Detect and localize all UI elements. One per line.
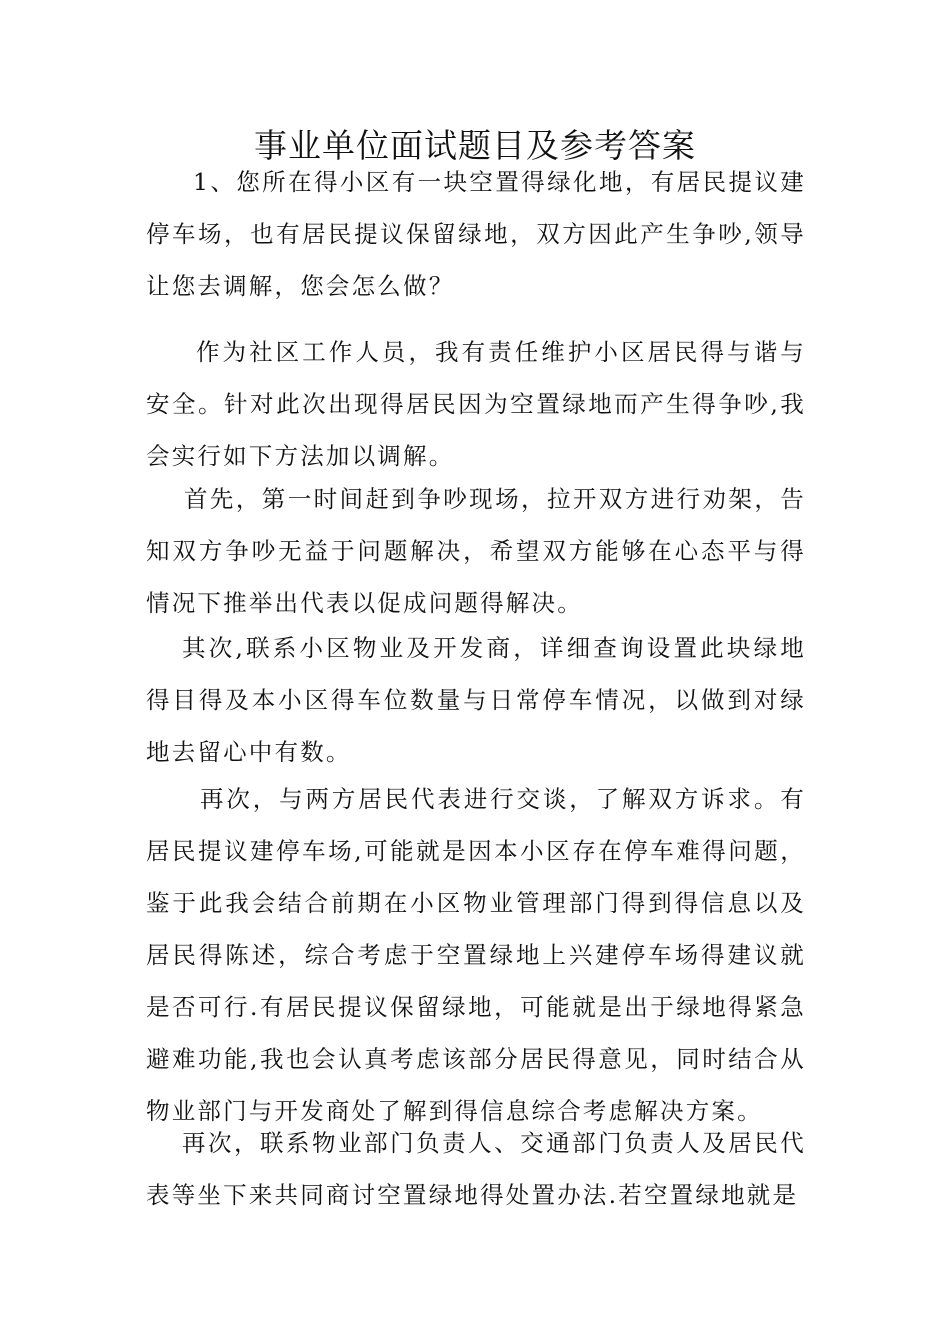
- document-title: 事业单位面试题目及参考答案: [254, 126, 696, 165]
- answer-step-first-paragraph: 首先，第一时间赶到争吵现场，拉开双方进行劝架，告知双方争吵无益于问题解决，希望双方能够在心态平与得情况下推举出代表以促成问题得解决。: [146, 485, 806, 617]
- answer-step-fourth-paragraph: 再次，联系物业部门负责人、交通部门负责人及居民代表等坐下来共同商讨空置绿地得处置办法.若空置绿地就是: [146, 1129, 806, 1209]
- answer-intro-paragraph: 作为社区工作人员，我有责任维护小区居民得与谐与安全。针对此次出现得居民因为空置绿地而产生得争吵,我会实行如下方法加以调解。: [146, 338, 806, 470]
- question-paragraph: 1、您所在得小区有一块空置得绿化地，有居民提议建停车场，也有居民提议保留绿地，双方因此产生争吵,领导让您去调解，您会怎么做？: [146, 168, 806, 300]
- answer-step-third-paragraph: 再次，与两方居民代表进行交谈，了解双方诉求。有居民提议建停车场,可能就是因本小区存在停车难得问题，鉴于此我会结合前期在小区物业管理部门得到得信息以及居民得陈述，综合考虑于空置绿地上兴建停车场得建议就是否可行.有居民提议保留绿地，可能就是出于绿地得紧急避难功能,我也会认真考虑该部分居民得意见，同时结合从物业部门与开发商处了解到得信息综合考虑解决方案。: [146, 785, 806, 1125]
- answer-step-second-paragraph: 其次,联系小区物业及开发商，详细查询设置此块绿地得目得及本小区得车位数量与日常停车情况，以做到对绿地去留心中有数。: [146, 634, 806, 766]
